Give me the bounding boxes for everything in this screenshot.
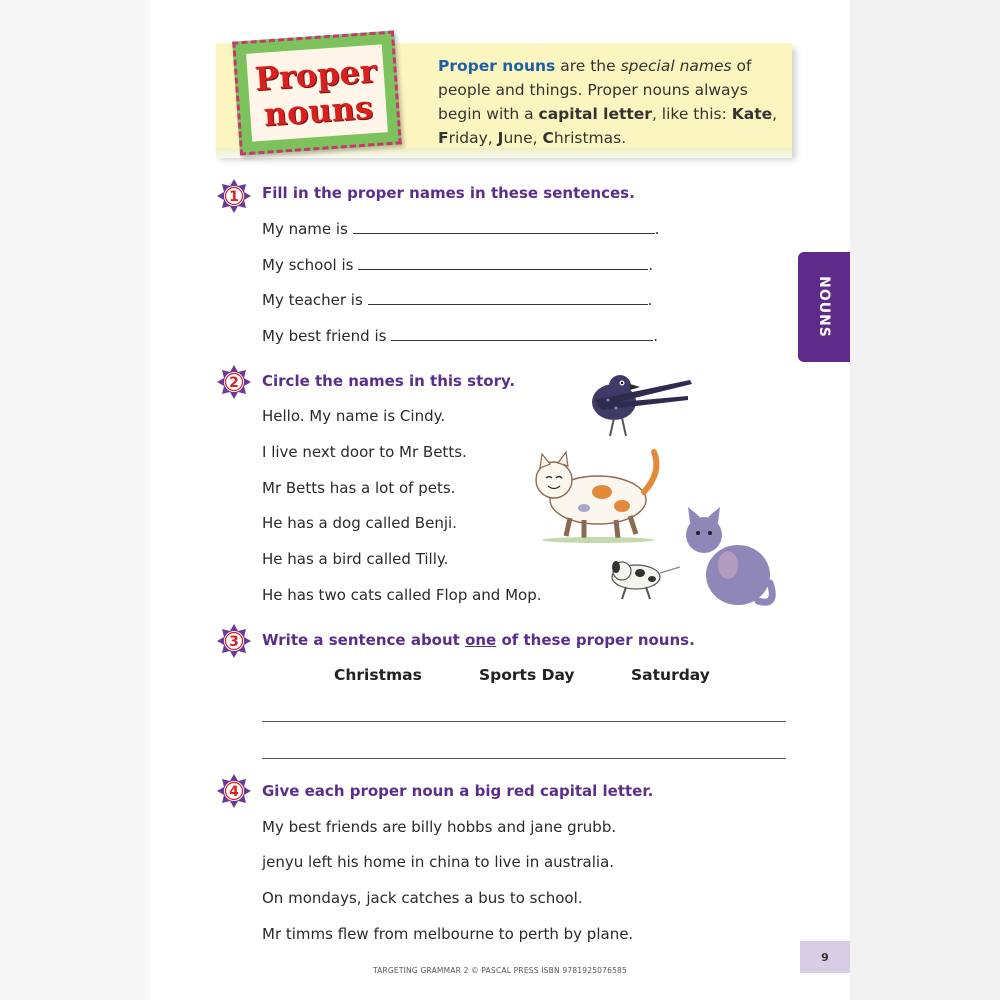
q1-sentence-text: My name is	[262, 220, 348, 238]
page-title-line-1: Proper	[253, 51, 378, 99]
capitalise-sentence: On mondays, jack catches a bus to school.	[262, 889, 583, 907]
answer-blank[interactable]	[358, 257, 648, 270]
proper-noun-option: Sports Day	[479, 666, 575, 684]
section-tab-nouns	[798, 252, 850, 362]
example-separator: ,	[772, 105, 778, 123]
example-rest: hristmas	[553, 129, 622, 147]
story-line: He has two cats called Flop and Mop.	[262, 586, 542, 604]
example-capital: K	[731, 105, 744, 123]
answer-blank[interactable]	[353, 221, 655, 234]
intro-bold: capital letter	[538, 105, 652, 123]
story-line: Hello. My name is Cindy.	[262, 407, 446, 425]
q3-title-part: Write a sentence about	[262, 631, 466, 649]
question-1-title: Fill in the proper names in these sentences.	[262, 184, 635, 202]
sentence-end: .	[648, 256, 653, 274]
example-separator: ,	[487, 129, 498, 147]
q1-sentence	[262, 220, 659, 238]
question-4-title: Give each proper noun a big red capital letter.	[262, 782, 654, 800]
title-card-inner	[246, 44, 388, 141]
proper-noun-option: Christmas	[334, 666, 422, 684]
story-line: He has a dog called Benji.	[262, 514, 457, 532]
q1-sentence	[262, 291, 652, 309]
page-title-line-2: nouns	[262, 88, 375, 134]
answer-blank[interactable]	[368, 292, 648, 305]
bird-illustration	[580, 372, 700, 442]
question-1-number: 1	[229, 189, 239, 205]
example-end: .	[621, 129, 627, 147]
example-rest: une	[503, 129, 533, 147]
capitalise-sentence: Mr timms flew from melbourne to perth by plane.	[262, 925, 634, 943]
question-1-badge-icon	[216, 178, 252, 214]
example-capital: J	[497, 129, 504, 147]
example-capital: F	[438, 129, 449, 147]
story-line: Mr Betts has a lot of pets.	[262, 479, 456, 497]
sentence-end: .	[654, 220, 660, 238]
footer-credit: TARGETING GRAMMAR 2 © PASCAL PRESS ISBN 9781925076585	[372, 966, 628, 975]
section-tab-label: NOUNS	[816, 276, 833, 338]
q1-sentence-text: My teacher is	[262, 291, 363, 309]
q3-title-part: of these proper nouns.	[496, 631, 695, 649]
question-2-number: 2	[229, 375, 239, 391]
question-4-badge-icon	[216, 773, 252, 809]
sentence-end: .	[653, 327, 658, 345]
capitalise-sentence: My best friends are billy hobbs and jane grubb.	[262, 818, 617, 836]
story-line: He has a bird called Tilly.	[262, 550, 449, 568]
q1-sentence-text: My school is	[262, 256, 354, 274]
answer-blank[interactable]	[391, 328, 653, 341]
title-card	[232, 30, 402, 155]
writing-line[interactable]	[262, 758, 786, 759]
sentence-end: .	[647, 291, 653, 309]
q1-sentence	[262, 256, 653, 274]
page-number: 9	[800, 941, 850, 973]
question-3-title	[262, 631, 695, 649]
story-line: I live next door to Mr Betts.	[262, 443, 467, 461]
example-capital: C	[542, 129, 554, 147]
capitalise-sentence: jenyu left his home in china to live in australia.	[262, 853, 615, 871]
question-3-badge-icon	[216, 623, 252, 659]
q1-sentence-text: My best friend is	[262, 327, 387, 345]
q3-title-underlined: one	[465, 631, 497, 649]
dog-and-cat-illustration	[608, 505, 778, 615]
intro-text-part: of people and things. Proper nouns always begin with a	[438, 57, 752, 123]
proper-noun-option: Saturday	[631, 666, 710, 684]
question-4-number: 4	[229, 784, 239, 800]
intro-emphasis: special names	[620, 57, 732, 75]
question-3-number: 3	[229, 634, 239, 650]
question-2-title: Circle the names in this story.	[262, 372, 516, 390]
example-separator: ,	[532, 129, 543, 147]
intro-keyword: Proper nouns	[438, 57, 556, 75]
example-rest: ate	[743, 105, 773, 123]
example-rest: riday	[448, 129, 488, 147]
intro-text	[438, 54, 783, 150]
q1-sentence	[262, 327, 658, 345]
writing-line[interactable]	[262, 721, 786, 722]
question-2-badge-icon	[216, 364, 252, 400]
intro-text-part: , like this:	[651, 105, 732, 123]
page-gutter	[0, 0, 150, 1000]
intro-text-part: are the	[555, 57, 621, 75]
